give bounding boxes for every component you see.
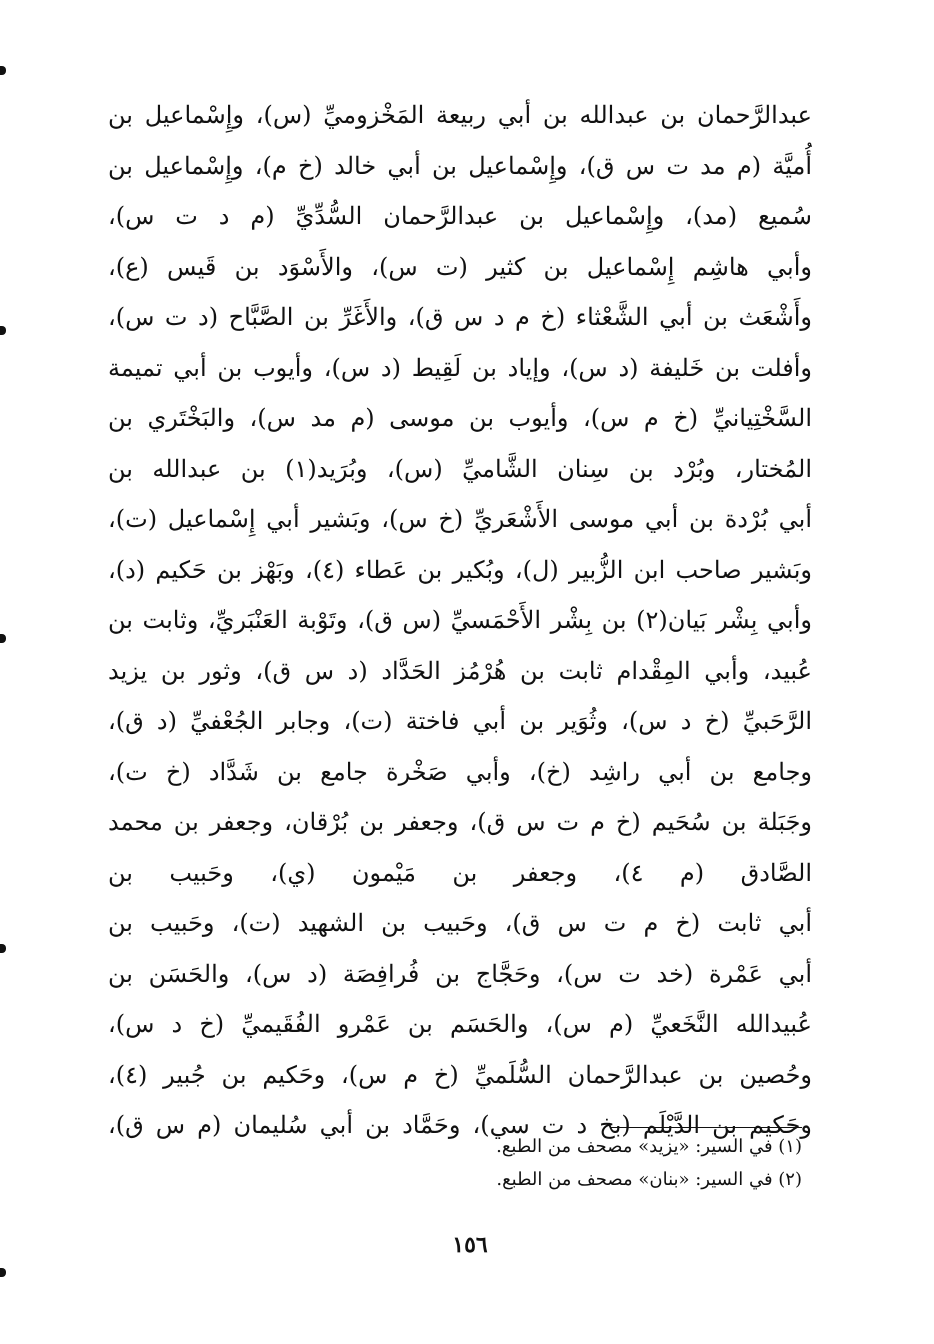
text-line: وأبي بِشْر بَيان(٢) بن بِشْر الأَحْمَسيِّ (س ق)، وتَوْبة العَنْبَريِّ، وثابت بن <box>108 606 812 634</box>
text-line: عبدالرَّحمان بن عبدالله بن أبي ربيعة المَخْزوميِّ (س)، وإِسْماعيل بن <box>108 101 812 129</box>
text-line: أبي بُرْدة بن أبي موسى الأَشْعَريِّ (خ س)، وبَشير أبي إِسْماعيل (ت)، <box>108 505 812 533</box>
footnotes <box>202 1130 802 1196</box>
text-line: وبَشير صاحب ابن الزُّبير (ل)، وبُكير بن عَطاء (٤)، وبَهْز بن حَكيم (د)، <box>108 555 812 584</box>
text-line: وجَبَلة بن سُحَيم (خ م ت س ق)، وجعفر بن بُرْقان، وجعفر بن محمد <box>108 808 812 836</box>
text-line: أبي عَمْرة (خد ت س)، وحَجَّاج بن فُرافِصَة (د س)، والحَسَن بن <box>108 959 812 988</box>
margin-mark <box>0 1268 6 1277</box>
text-line: وحُصين بن عبدالرَّحمان السُّلَميِّ (خ م س)، وحَكيم بن جُبير (٤)، <box>108 1060 812 1089</box>
text-line: وجامع بن أبي راشِد (خ)، وأبي صَخْرة جامع بن شَدَّاد (خ ت)، <box>108 757 812 786</box>
text-line: وأفلت بن خَليفة (د س)، وإياد بن لَقِيط (د س)، وأيوب بن أبي تميمة <box>108 353 812 382</box>
margin-mark <box>0 326 6 335</box>
text-line: الصَّادق (م ٤)، وجعفر بن مَيْمون (ي)، وحَبيب بن <box>108 858 812 887</box>
margin-mark <box>0 634 6 643</box>
text-line: السَّخْتِيانيِّ (خ م س)، وأيوب بن موسى (م مد س)، والبَخْتَري بن <box>108 404 812 432</box>
text-line: وحَكيم بن الدَّيْلَم (بخ د ت سي)، وحَمَّاد بن أبي سُليمان (م س ق)، <box>108 1111 812 1139</box>
text-line: وأبي هاشِم إِسْماعيل بن كثير (ت س)، والأَسْوَد بن قَيس (ع)، <box>108 252 812 281</box>
margin-mark <box>0 944 6 953</box>
text-line: الرَّحَبيِّ (خ د س)، وثُوَير بن أبي فاختة (ت)، وجابر الجُعْفيِّ (د ق)، <box>108 707 812 735</box>
text-line: وأَشْعَث بن أبي الشَّعْثاء (خ م د س ق)، والأَغَرِّ بن الصَّبَّاح (د ت س)، <box>108 303 812 331</box>
text-line: أبي ثابت (خ م ت س ق)، وحَبيب بن الشهيد (ت)، وحَبيب بن <box>108 909 812 937</box>
text-line: سُميع (مد)، وإِسْماعيل بن عبدالرَّحمان السُّدِّيِّ (م د ت س)، <box>108 202 812 230</box>
footnote: (٢) في السير: «بنان» مصحف من الطبع. <box>496 1169 802 1190</box>
page-number: ١٥٦ <box>452 1232 488 1258</box>
text-line: عُبيد، وأبي المِقْدام ثابت بن هُرْمُز الحَدَّاد (د س ق)، وثور بن يزيد <box>108 656 812 685</box>
text-line: أُميَّة (م مد ت س ق)، وإِسْماعيل بن أبي خالد (خ م)، وإِسْماعيل بن <box>108 151 812 180</box>
main-text <box>108 90 812 1151</box>
text-line: عُبيدالله النَّخَعيِّ (م س)، والحَسَم بن عَمْرو الفُقَيميِّ (خ د س)، <box>108 1010 812 1038</box>
footnote-divider <box>610 1127 802 1128</box>
footnote: (١) في السير: «يزيد» مصحف من الطبع. <box>496 1136 802 1157</box>
margin-mark <box>0 66 6 75</box>
text-line: المُختار، وبُرْد بن سِنان الشَّاميِّ (س)، وبُرَيد(١) بن عبدالله بن <box>108 454 812 483</box>
